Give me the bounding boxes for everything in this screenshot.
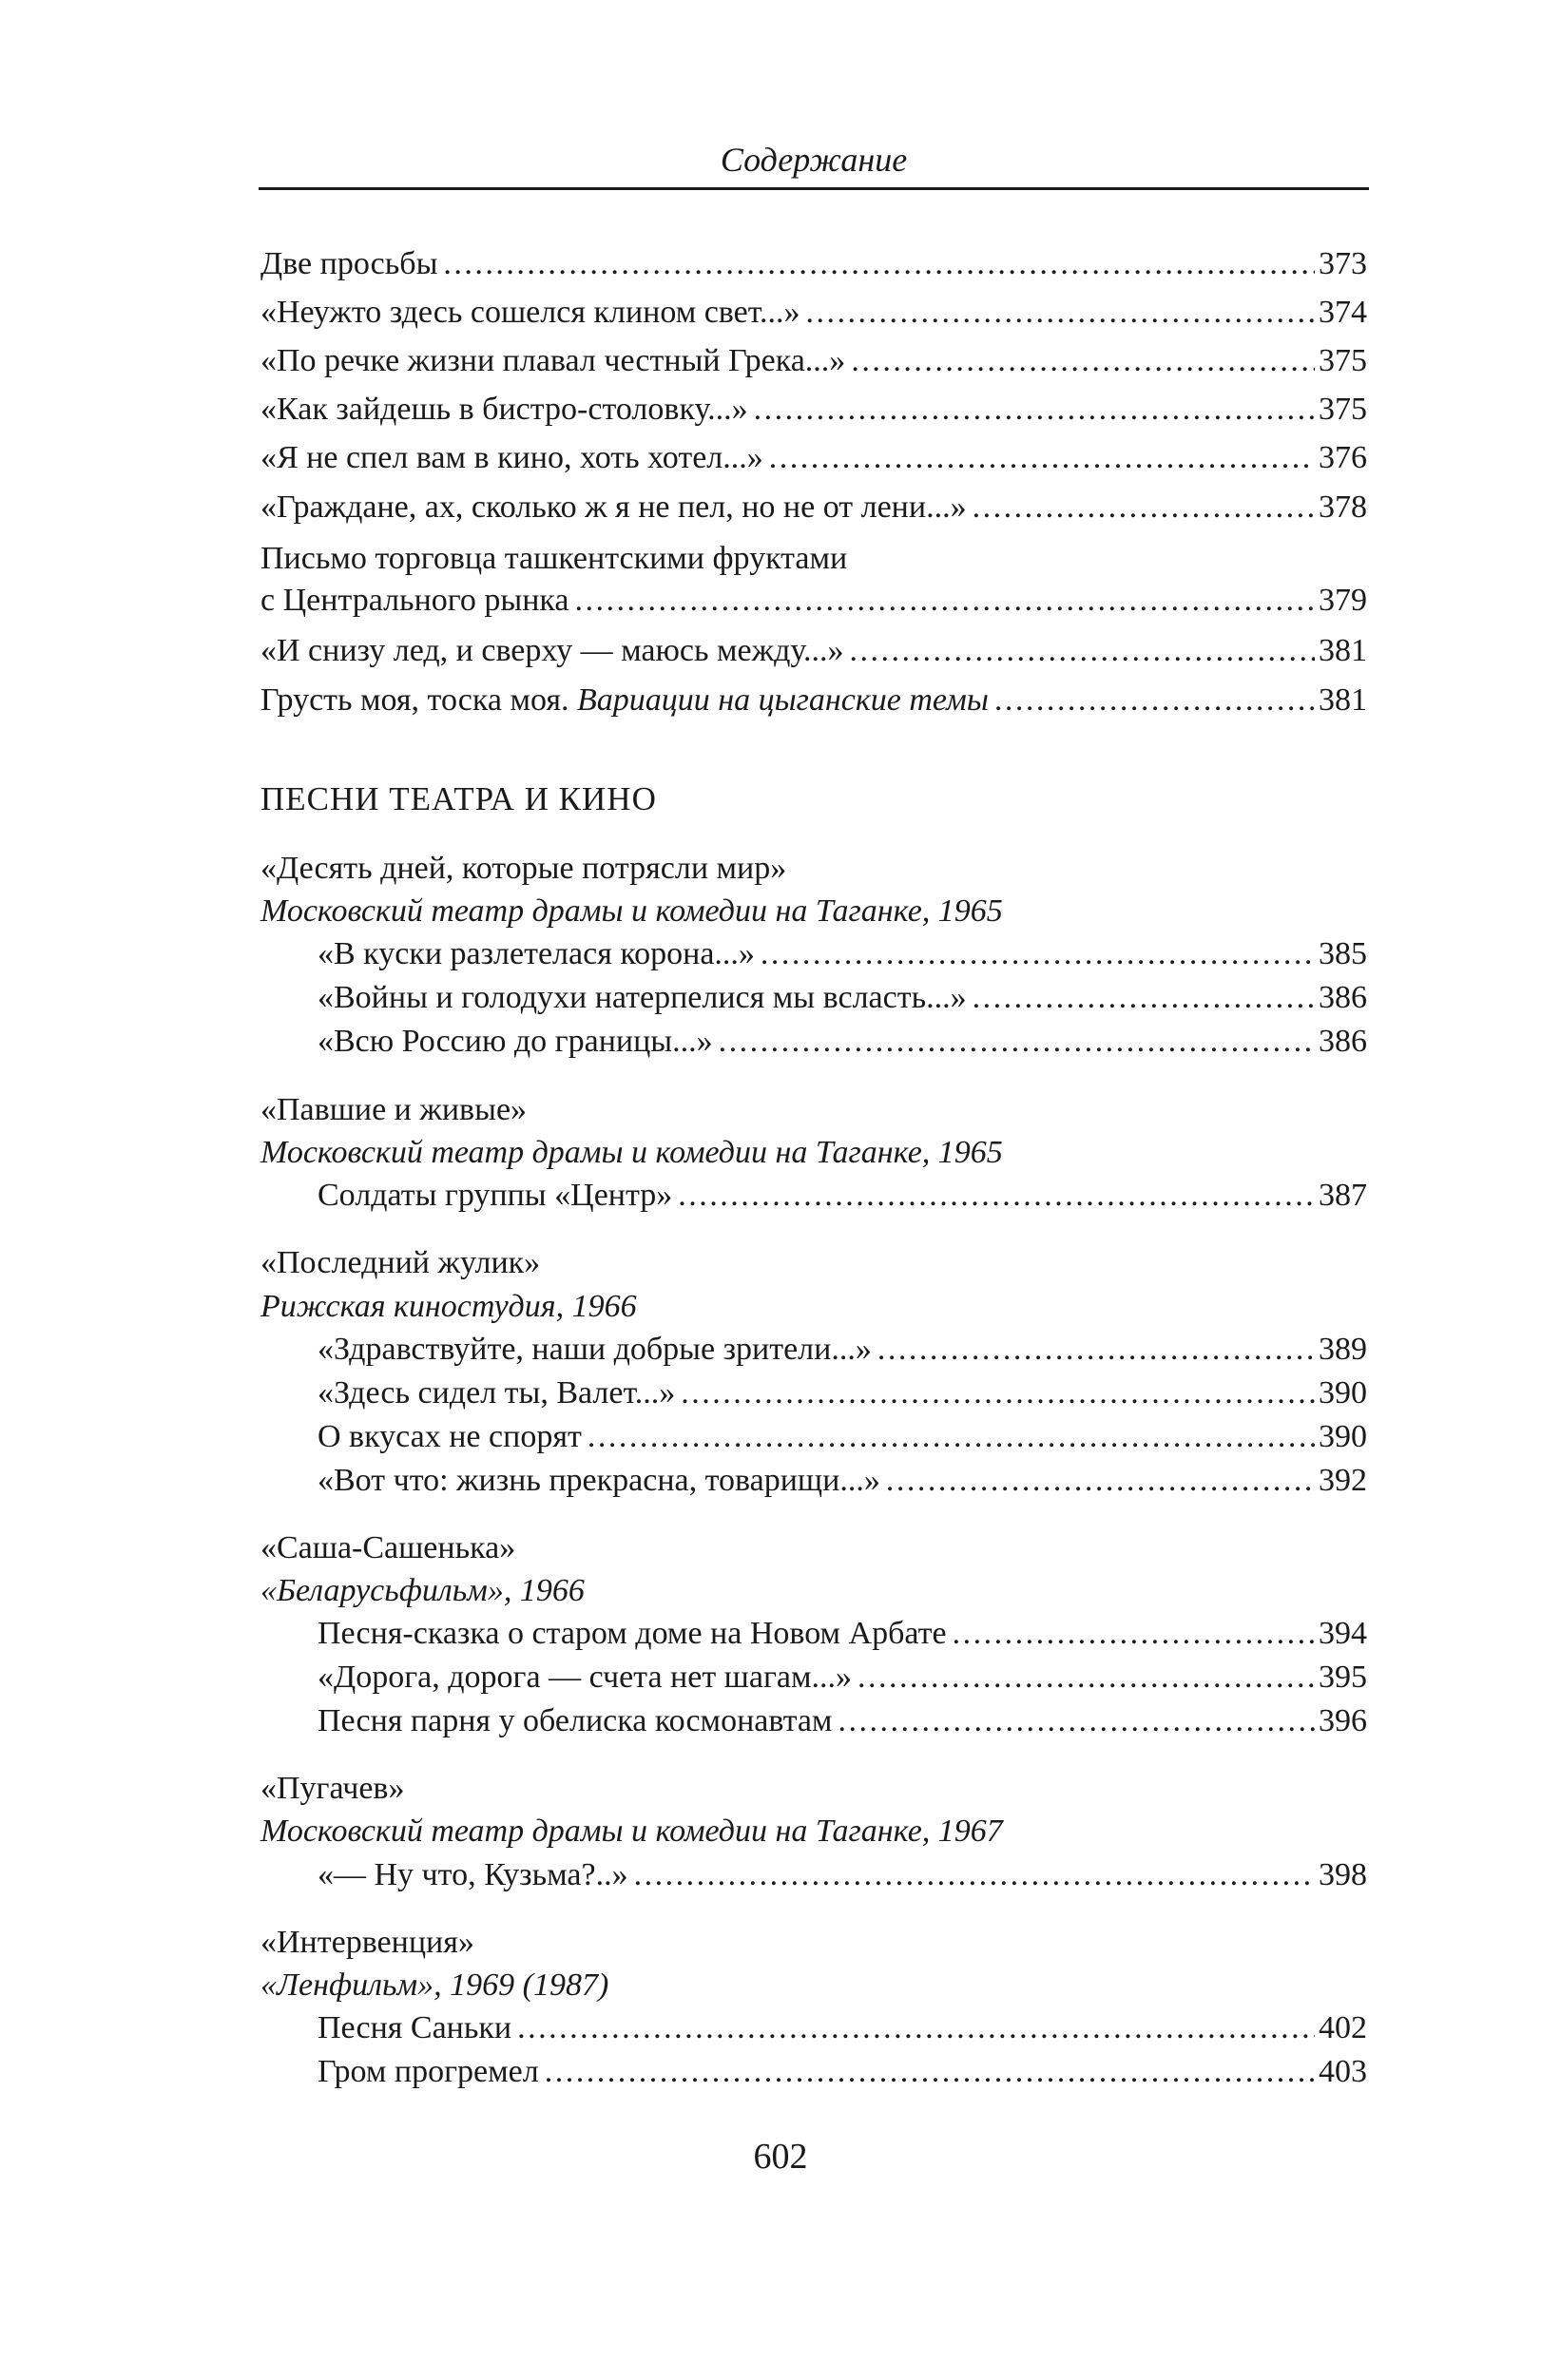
dot-leader: [994, 679, 1315, 722]
entry-title: «В куски разлетелася корона...»: [318, 936, 755, 971]
entry-subtitle: Вариации на цыганские темы: [576, 682, 989, 718]
toc-entry[interactable]: [318, 2006, 1367, 2050]
entry-title: «Войны и голодухи натерпелися мы всласть...»: [318, 980, 967, 1015]
entry-page: 379: [1319, 583, 1367, 618]
toc-entry[interactable]: [260, 242, 1367, 286]
work-source: Московский театр драмы и комедии на Таганке, 1965: [260, 1135, 1003, 1170]
work-title[interactable]: «Пугачев»: [260, 1771, 405, 1806]
toc-entry-line[interactable]: Письмо торговца ташкентскими фруктами: [260, 541, 848, 576]
dot-leader: [517, 2006, 1315, 2050]
work-title[interactable]: «Павшие и живые»: [260, 1092, 528, 1127]
work-title[interactable]: «Десять дней, которые потрясли мир»: [260, 851, 787, 886]
entry-title: [260, 679, 989, 722]
toc-entry[interactable]: [318, 1020, 1367, 1064]
dot-leader: [806, 291, 1315, 335]
dot-leader: [443, 242, 1315, 286]
entry-title: «Граждане, ах, сколько ж я не пел, но не от лени...»: [260, 489, 967, 525]
entry-title: «Неужто здесь сошелся клином свет...»: [260, 295, 800, 330]
entry-page: 381: [1319, 633, 1367, 668]
entry-title: «— Ну что, Кузьма?..»: [318, 1857, 628, 1892]
toc-entry[interactable]: [260, 486, 1367, 529]
toc-entry[interactable]: [318, 1853, 1367, 1897]
entry-page: 374: [1319, 295, 1367, 330]
entry-page: 373: [1319, 246, 1367, 281]
entry-page: 375: [1319, 392, 1367, 427]
entry-title: с Центрального рынка: [260, 583, 569, 618]
entry-title: «Как зайдешь в бистро-столовку...»: [260, 392, 748, 427]
toc-entry[interactable]: [260, 629, 1367, 673]
dot-leader: [973, 976, 1315, 1020]
work-title[interactable]: «Саша-Сашенька»: [260, 1530, 516, 1565]
toc-entry[interactable]: [318, 1328, 1367, 1372]
section-title[interactable]: ПЕСНИ ТЕАТРА И КИНО: [260, 780, 657, 817]
entry-page: 402: [1319, 2010, 1367, 2045]
dot-leader: [769, 436, 1315, 480]
entry-page: 390: [1319, 1419, 1367, 1454]
dot-leader: [575, 579, 1316, 623]
entry-title: «По речке жизни плавал честный Грека...»: [260, 343, 846, 378]
dot-leader: [849, 629, 1315, 673]
entry-title: «Здесь сидел ты, Валет...»: [318, 1375, 676, 1411]
toc-entry[interactable]: [318, 932, 1367, 976]
entry-title: Гром прогремел: [318, 2054, 539, 2089]
dot-leader: [678, 1174, 1315, 1218]
page-number: 602: [753, 2137, 808, 2177]
entry-page: 396: [1319, 1703, 1367, 1738]
entry-page: 398: [1319, 1857, 1367, 1892]
dot-leader: [545, 2050, 1315, 2094]
work-source: Московский театр драмы и комедии на Таганке, 1965: [260, 893, 1003, 929]
toc-entry[interactable]: [318, 1174, 1367, 1218]
dot-leader: [754, 388, 1315, 432]
toc-entry[interactable]: [318, 1372, 1367, 1415]
work-source: Московский театр драмы и комедии на Таганке, 1967: [260, 1814, 1003, 1849]
toc-entry[interactable]: [260, 339, 1367, 383]
dot-leader: [588, 1415, 1315, 1459]
entry-title: Песня-сказка о старом доме на Новом Арбате: [318, 1616, 947, 1651]
entry-title-main: Грусть моя, тоска моя.: [260, 682, 569, 718]
work-source: «Ленфильм», 1969 (1987): [260, 1967, 609, 2003]
dot-leader: [634, 1853, 1315, 1897]
running-head: Содержание: [720, 141, 908, 179]
entry-title: Песня парня у обелиска космонавтам: [318, 1703, 833, 1738]
entry-title: Две просьбы: [260, 246, 438, 281]
dot-leader: [719, 1020, 1315, 1064]
dot-leader: [877, 1328, 1315, 1372]
entry-page: 386: [1319, 1024, 1367, 1059]
entry-page: 385: [1319, 936, 1367, 971]
work-source: Рижская киностудия, 1966: [260, 1289, 637, 1324]
toc-entry[interactable]: [318, 1415, 1367, 1459]
toc-entry[interactable]: [260, 291, 1367, 335]
toc-entry[interactable]: [318, 1699, 1367, 1743]
entry-page: 387: [1319, 1178, 1367, 1213]
toc-entry[interactable]: [318, 1612, 1367, 1656]
entry-page: 386: [1319, 980, 1367, 1015]
entry-page: 392: [1319, 1463, 1367, 1498]
entry-page: 381: [1319, 682, 1367, 718]
dot-leader: [681, 1372, 1315, 1415]
entry-page: 376: [1319, 440, 1367, 475]
entry-page: 389: [1319, 1332, 1367, 1367]
toc-entry[interactable]: [318, 2050, 1367, 2094]
entry-title: О вкусах не спорят: [318, 1419, 582, 1454]
dot-leader: [761, 932, 1315, 976]
toc-entry[interactable]: [318, 1459, 1367, 1503]
toc-entry[interactable]: [318, 976, 1367, 1020]
toc-entry[interactable]: [260, 579, 1367, 623]
toc-entry[interactable]: [260, 388, 1367, 432]
work-title[interactable]: «Последний жулик»: [260, 1245, 541, 1280]
entry-page: 390: [1319, 1375, 1367, 1411]
entry-page: 395: [1319, 1660, 1367, 1695]
toc-entry[interactable]: [260, 436, 1367, 480]
toc-entry[interactable]: [260, 679, 1367, 722]
dot-leader: [886, 1459, 1315, 1503]
dot-leader: [838, 1699, 1315, 1743]
entry-title: Солдаты группы «Центр»: [318, 1178, 673, 1213]
dot-leader: [851, 339, 1315, 383]
dot-leader: [973, 486, 1315, 529]
entry-title: «И снизу лед, и сверху — маюсь между...»: [260, 633, 844, 668]
entry-page: 375: [1319, 343, 1367, 378]
work-source: «Беларусьфильм», 1966: [260, 1573, 585, 1608]
entry-page: 403: [1319, 2054, 1367, 2089]
entry-title: «Здравствуйте, наши добрые зрители...»: [318, 1332, 872, 1367]
entry-page: 378: [1319, 489, 1367, 525]
dot-leader: [953, 1612, 1315, 1656]
header-rule: [259, 187, 1369, 190]
entry-title: «Я не спел вам в кино, хоть хотел...»: [260, 440, 763, 475]
toc-entry[interactable]: [318, 1656, 1367, 1699]
entry-title: Песня Саньки: [318, 2010, 512, 2045]
entry-title: «Вот что: жизнь прекрасна, товарищи...»: [318, 1463, 880, 1498]
entry-title: «Дорога, дорога — счета нет шагам...»: [318, 1660, 852, 1695]
work-title[interactable]: «Интервенция»: [260, 1925, 474, 1960]
entry-page: 394: [1319, 1616, 1367, 1651]
entry-title: «Всю Россию до границы...»: [318, 1024, 713, 1059]
dot-leader: [858, 1656, 1315, 1699]
